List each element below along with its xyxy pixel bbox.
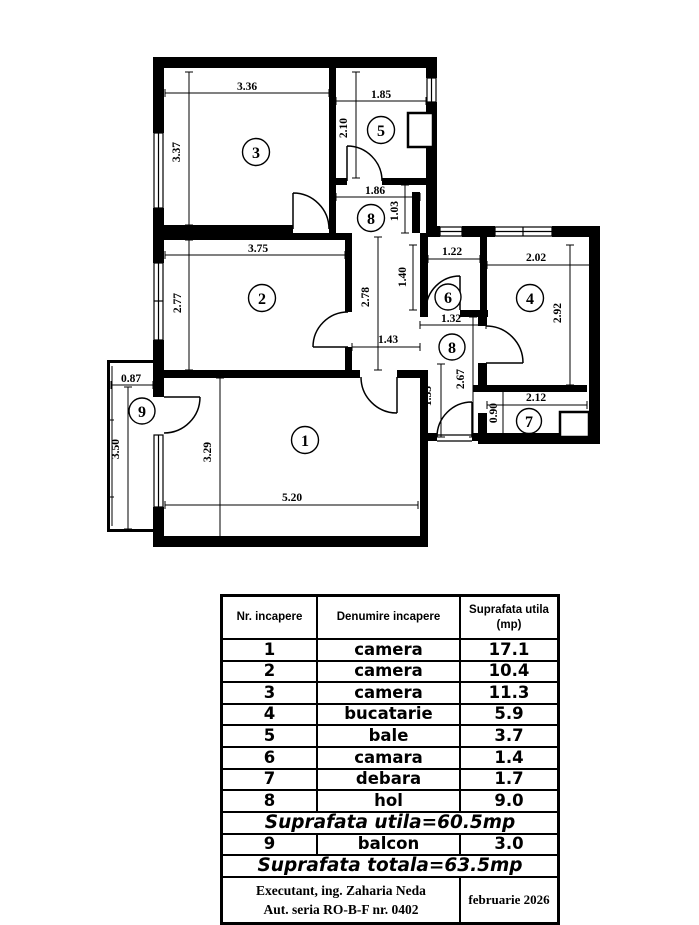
window-room5 <box>427 78 436 102</box>
interior-walls <box>153 57 587 444</box>
door-entrance <box>437 402 472 437</box>
window-room6 <box>440 227 462 236</box>
window-room2 <box>154 263 163 340</box>
table-row <box>222 769 559 791</box>
cell-name: camara <box>317 747 460 769</box>
cell-nr: 6 <box>222 747 318 769</box>
svg-text:1: 1 <box>301 433 309 450</box>
cell-name: bucatarie <box>317 704 460 726</box>
svg-text:4: 4 <box>526 291 534 308</box>
dim-room6-width: 1.22 <box>441 246 463 258</box>
dim-room5-width: 1.85 <box>370 89 392 101</box>
table-row <box>222 682 559 704</box>
dim-hall-top-height: 1.03 <box>389 200 401 222</box>
dim-room3-height: 3.37 <box>171 141 183 163</box>
cell-name: bale <box>317 725 460 747</box>
area-table <box>220 594 560 925</box>
executant-cell <box>222 877 461 923</box>
room-marker-8-upper <box>358 205 385 232</box>
dim-hall-low-width: 1.32 <box>440 313 462 325</box>
room-marker-5 <box>368 117 395 144</box>
dim-room4-width: 2.02 <box>525 252 547 264</box>
room-marker-2 <box>249 285 276 312</box>
dim-room6-height: 1.40 <box>397 266 409 288</box>
header-area-line2: (mp) <box>496 618 522 631</box>
dim-hall-mid-height: 2.78 <box>360 286 372 308</box>
cell-nr: 2 <box>222 661 318 683</box>
cell-nr: 8 <box>222 790 318 812</box>
total-row <box>222 855 559 877</box>
header-name: Denumire incapere <box>317 596 460 640</box>
table-row <box>222 704 559 726</box>
table-header-row <box>222 596 559 640</box>
svg-text:6: 6 <box>444 290 452 307</box>
table-row <box>222 725 559 747</box>
date-cell: februarie 2026 <box>460 877 559 923</box>
dim-room7-width: 2.12 <box>525 392 547 404</box>
dim-room5-height: 2.10 <box>338 117 350 139</box>
dim-room1-width: 5.20 <box>281 492 303 504</box>
cell-name: camera <box>317 661 460 683</box>
header-area <box>460 596 559 640</box>
svg-text:3: 3 <box>252 145 260 162</box>
cell-nr: 5 <box>222 725 318 747</box>
cell-nr: 7 <box>222 769 318 791</box>
cell-area: 9.0 <box>460 790 559 812</box>
cell-area: 5.9 <box>460 704 559 726</box>
cell-area: 11.3 <box>460 682 559 704</box>
table-row <box>222 639 559 661</box>
cell-nr: 4 <box>222 704 318 726</box>
subtotal-row <box>222 812 559 834</box>
cell-area: 3.0 <box>460 834 559 856</box>
table-row <box>222 790 559 812</box>
dim-balcony-width: 0.87 <box>120 373 142 385</box>
cell-area: 1.7 <box>460 769 559 791</box>
cell-name: camera <box>317 639 460 661</box>
header-area-line1: Suprafata utila <box>469 604 549 617</box>
room-marker-3 <box>243 139 270 166</box>
subtotal-utila: Suprafata utila=60.5mp <box>222 812 559 834</box>
cell-nr: 1 <box>222 639 318 661</box>
door-room4 <box>486 326 523 363</box>
cell-name: camera <box>317 682 460 704</box>
entrance-threshold <box>437 435 472 441</box>
footer-row <box>222 877 559 923</box>
table-row-balcony <box>222 834 559 856</box>
dim-hall-mid-width: 1.43 <box>377 334 399 346</box>
table-row <box>222 661 559 683</box>
svg-text:8: 8 <box>367 211 375 228</box>
cell-name: debara <box>317 769 460 791</box>
dim-hall-low-height2: 1.53 <box>422 385 434 407</box>
executant-line1: Executant, ing. Zaharia Neda <box>256 882 426 898</box>
room-marker-6 <box>435 284 461 310</box>
svg-text:2: 2 <box>258 291 266 308</box>
cell-nr: 3 <box>222 682 318 704</box>
dim-room3-width: 3.36 <box>236 81 258 93</box>
svg-text:9: 9 <box>138 404 146 421</box>
dim-room4-height: 2.92 <box>552 302 564 324</box>
cell-area: 10.4 <box>460 661 559 683</box>
dim-hall-top-width: 1.86 <box>364 185 386 197</box>
door-room2 <box>313 312 348 347</box>
dim-room2-height: 2.77 <box>172 292 184 314</box>
room-marker-4 <box>517 285 544 312</box>
svg-text:7: 7 <box>525 414 533 431</box>
shaft-room5 <box>408 113 433 147</box>
dim-room7-height: 0.90 <box>488 402 500 424</box>
cell-area: 3.7 <box>460 725 559 747</box>
door-room1 <box>361 377 397 413</box>
total-area: Suprafata totala=63.5mp <box>222 855 559 877</box>
header-nr: Nr. incapere <box>222 596 318 640</box>
shaft-room7 <box>560 412 589 437</box>
table-row <box>222 747 559 769</box>
dim-room1-height: 3.29 <box>202 441 214 463</box>
door-balcony <box>164 397 200 433</box>
doors <box>164 146 523 437</box>
dim-hall-low-height: 2.67 <box>455 368 467 390</box>
window-room4 <box>495 227 552 236</box>
svg-text:5: 5 <box>377 123 385 140</box>
room-marker-1 <box>292 427 319 454</box>
window-room3 <box>154 133 163 208</box>
room-marker-9 <box>129 398 155 424</box>
cell-area: 1.4 <box>460 747 559 769</box>
cell-name: hol <box>317 790 460 812</box>
room-marker-7 <box>517 409 542 434</box>
executant-line2: Aut. seria RO-B-F nr. 0402 <box>263 902 419 918</box>
room-marker-8-lower <box>439 334 465 360</box>
door-room5 <box>347 146 382 181</box>
cell-nr: 9 <box>222 834 318 856</box>
dim-room2-width: 3.75 <box>247 243 269 255</box>
dim-balcony-height: 3.50 <box>110 438 122 460</box>
door-room3 <box>293 193 329 229</box>
svg-text:8: 8 <box>448 340 456 357</box>
cell-name: balcon <box>317 834 460 856</box>
window-room1 <box>154 435 163 507</box>
cell-area: 17.1 <box>460 639 559 661</box>
